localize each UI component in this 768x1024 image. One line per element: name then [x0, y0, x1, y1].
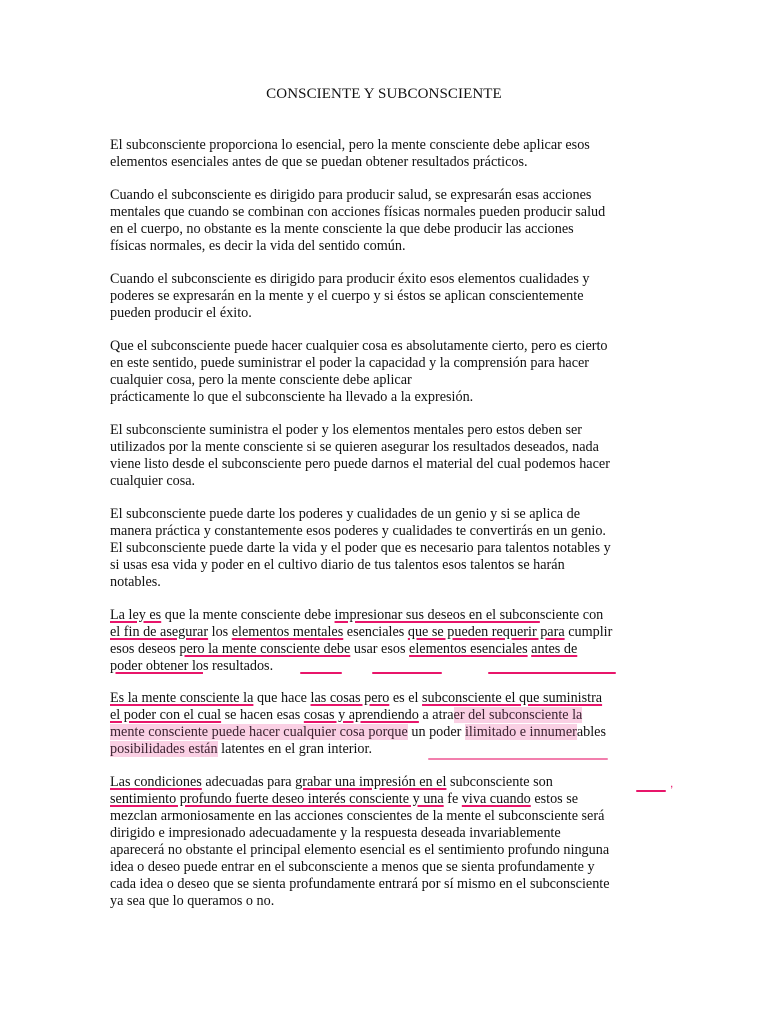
- paragraph-2: [110, 187, 670, 255]
- underlined-phrase: antes de: [531, 641, 578, 657]
- text-run: mezclan armoniosamente en las acciones conscientes de la mente el subconsciente será: [110, 808, 605, 824]
- text-run: s resultados.: [202, 658, 274, 674]
- underlined-phrase: el poder con el cual: [110, 707, 222, 723]
- text-line: [110, 741, 670, 758]
- text-run: idea o deseo puede entrar en el subconsciente a menos que se sienta profundamente y: [110, 859, 595, 875]
- text-line: cualquier cosa, pero la mente consciente debe aplicar: [110, 372, 412, 388]
- pen-stroke-mark: [372, 672, 442, 674]
- text-run: cumplir: [564, 624, 613, 640]
- text-run: a atra: [418, 707, 454, 723]
- paragraph-6: [110, 506, 670, 591]
- text-run: usar esos: [350, 641, 410, 657]
- text-line: [110, 641, 670, 658]
- paragraph-8-annotated: [110, 690, 670, 758]
- text-run: es el: [389, 690, 423, 706]
- text-run: aparecerá no obstante el principal elemento esencial es el sentimiento profundo ninguna: [110, 842, 610, 858]
- text-run: subconsciente son: [446, 774, 553, 790]
- text-run: un poder: [407, 724, 465, 740]
- paragraph-4: [110, 338, 670, 406]
- text-line: El subconsciente puede darte la vida y el poder que es necesario para talentos notables y: [110, 540, 611, 556]
- text-line: [110, 859, 670, 876]
- pen-tick-mark: ,: [670, 776, 674, 790]
- underlined-phrase: sentimiento profundo fuerte deseo interés consciente y una: [110, 791, 444, 807]
- underlined-phrase: que se pueden requerir para: [407, 624, 565, 640]
- text-line: en este sentido, puede suministrar el poder la capacidad y la comprensión para hacer: [110, 355, 590, 371]
- text-line: si usas esa vida y poder en el cultivo diario de tus talentos esos talentos se harán: [110, 557, 565, 573]
- paragraph-7-annotated: [110, 607, 670, 675]
- paragraph-5: [110, 422, 670, 490]
- text-run: se hacen esas: [221, 707, 304, 723]
- text-run: cada idea o deseo que se sienta profundamente entrará por sí mismo en el subconsciente: [110, 876, 610, 892]
- text-line: [110, 791, 670, 808]
- text-line: [110, 808, 670, 825]
- text-line: viene listo desde el subconsciente pero puede darnos el material del cual podemos hacer: [110, 456, 610, 472]
- underlined-phrase: el fin de asegurar: [110, 624, 209, 640]
- underlined-phrase: Es la mente consciente la: [110, 690, 254, 706]
- underlined-phrase: pero la mente consciente debe: [179, 641, 351, 657]
- highlighted-phrase: mente consciente puede hacer cualquier cosa porque: [110, 724, 408, 740]
- text-line: El subconsciente suministra el poder y los elementos mentales pero estos deben ser: [110, 422, 583, 438]
- text-line: mentales que cuando se combinan con acciones físicas normales pueden producir salud: [110, 204, 606, 220]
- text-line: pueden producir el éxito.: [110, 305, 252, 321]
- text-run: que hace: [253, 690, 311, 706]
- underlined-phrase: La ley es: [110, 607, 162, 623]
- text-run: ables: [576, 724, 606, 740]
- text-line: físicas normales, es decir la vida del sentido común.: [110, 238, 406, 254]
- text-line: [110, 774, 670, 791]
- paragraph-1: [110, 137, 670, 171]
- text-line: Que el subconsciente puede hacer cualquier cosa es absolutamente cierto, pero es cierto: [110, 338, 608, 354]
- text-line: [110, 825, 670, 842]
- text-line: [110, 690, 670, 707]
- text-line: El subconsciente proporciona lo esencial, pero la mente consciente debe aplicar esos: [110, 137, 590, 153]
- highlighted-phrase: er del subconsciente la: [453, 707, 583, 723]
- underlined-phrase: elementos mentales: [231, 624, 344, 640]
- pen-stroke-mark: [300, 672, 342, 674]
- text-line: [110, 893, 670, 910]
- text-line: utilizados por la mente consciente si se quieren asegurar los resultados deseados, nada: [110, 439, 599, 455]
- paragraph-3: [110, 271, 670, 322]
- text-run: esenciales: [343, 624, 408, 640]
- text-run: estos se: [530, 791, 579, 807]
- highlighted-phrase: ilimitado e innumer: [464, 724, 577, 740]
- text-run: adecuadas para: [201, 774, 296, 790]
- text-line: poderes se expresarán en la mente y el cuerpo y si éstos se aplican conscientemente: [110, 288, 584, 304]
- text-line: [110, 724, 670, 741]
- text-run: que la mente consciente debe: [161, 607, 335, 623]
- underlined-phrase: elementos esenciales: [409, 641, 528, 657]
- text-run: latentes en el gran interior.: [217, 741, 373, 757]
- underlined-phrase: las cosas pero: [310, 690, 390, 706]
- text-line: notables.: [110, 574, 161, 590]
- pen-stroke-mark: [488, 672, 616, 674]
- underlined-phrase: impresionar sus deseos en el subcon: [334, 607, 540, 623]
- text-line: Cuando el subconsciente es dirigido para producir salud, se expresarán esas acciones: [110, 187, 592, 203]
- text-line: en el cuerpo, no obstante es la mente consciente la que debe producir las acciones: [110, 221, 574, 237]
- pen-stroke-mark: [428, 758, 608, 760]
- text-run: ya sea que lo queramos o no.: [110, 893, 275, 909]
- text-line: prácticamente lo que el subconsciente ha llevado a la expresión.: [110, 389, 474, 405]
- document-title: CONSCIENTE Y SUBCONSCIENTE: [266, 86, 502, 102]
- text-run: esos deseos: [110, 641, 180, 657]
- text-line: [110, 842, 670, 859]
- underlined-phrase: subconsciente el que suministra: [422, 690, 603, 706]
- highlighted-phrase: posibilidades están: [110, 741, 218, 757]
- text-line: manera práctica y constantemente esos poderes y cualidades te convertirás en un genio.: [110, 523, 606, 539]
- text-line: [110, 607, 670, 624]
- text-line: cualquier cosa.: [110, 473, 196, 489]
- text-line: El subconsciente puede darte los poderes y cualidades de un genio y si se aplica de: [110, 506, 581, 522]
- text-line: [110, 876, 670, 893]
- text-line: elementos esenciales antes de que se puedan obtener resultados prácticos.: [110, 154, 528, 170]
- text-line: [110, 624, 670, 641]
- text-run: dirigido e impresionado adecuadamente y la respuesta deseada invariablemente: [110, 825, 561, 841]
- text-run: los: [208, 624, 232, 640]
- underlined-phrase: poder obtener lo: [110, 658, 203, 674]
- underlined-phrase: viva cuando: [461, 791, 531, 807]
- paragraph-9-annotated: [110, 774, 670, 910]
- text-line: [110, 707, 670, 724]
- pen-stroke-mark: [636, 790, 666, 792]
- text-run: sciente con: [539, 607, 604, 623]
- underlined-phrase: Las condiciones: [110, 774, 202, 790]
- underlined-phrase: cosas y aprendiendo: [303, 707, 419, 723]
- underlined-phrase: grabar una impresión en el: [295, 774, 447, 790]
- text-line: Cuando el subconsciente es dirigido para producir éxito esos elementos cualidades y: [110, 271, 590, 287]
- text-run: fe: [443, 791, 462, 807]
